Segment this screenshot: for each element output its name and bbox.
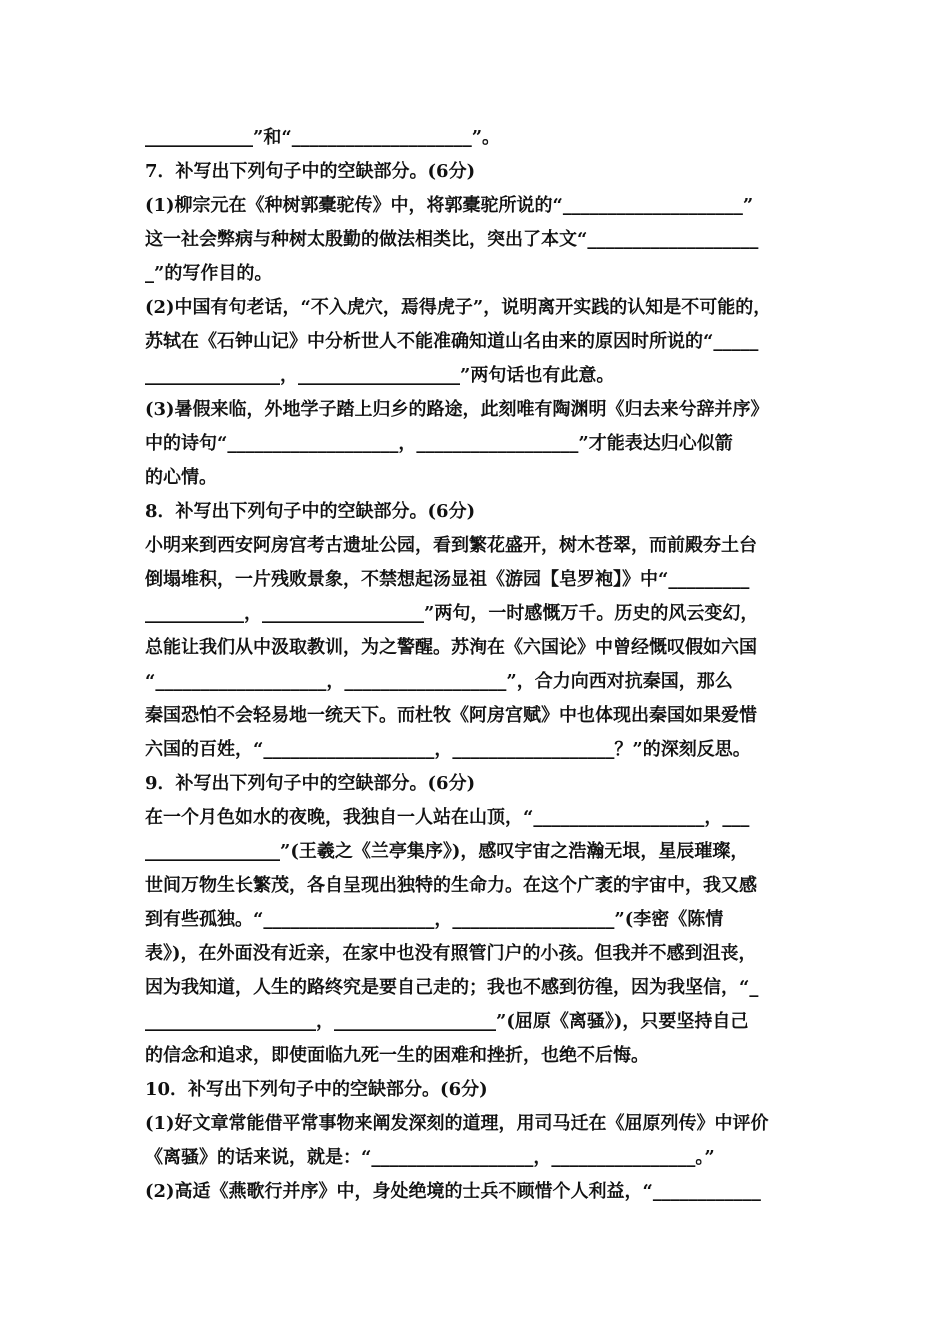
text-line: ____________”和“____________________”。 (145, 127, 501, 148)
text-line: 六国的百姓，“___________________，__________________？”的深刻反思。 (145, 739, 751, 760)
question-7-heading: 7．补写出下列句子中的空缺部分。(6分) (145, 161, 476, 182)
text-line: 中的诗句“___________________，__________________”才能表达归心似箭 (145, 433, 733, 454)
text-line: “___________________，__________________”，合力向西对抗秦国，那么 (145, 671, 733, 692)
text-line: 的信念和追求，即使面临九死一生的困难和挫折，也绝不后悔。 (145, 1045, 649, 1066)
text-line: 倒塌堆积，一片残败景象，不禁想起汤显祖《游园【皂罗袍】》中“_________ (145, 569, 750, 590)
text-line: 的心情。 (145, 467, 217, 488)
text-line: 世间万物生长繁茂，各自呈现出独特的生命力。在这个广袤的宇宙中，我又感 (145, 875, 757, 896)
text-line: 《离骚》的话来说，就是：“__________________，________________。” (145, 1147, 715, 1168)
text-line: 因为我知道，人生的路终究是要自己走的；我也不感到彷徨，因为我坚信，“_ (145, 977, 759, 998)
text-line: (1)好文章常能借平常事物来阐发深刻的道理，用司马迁在《屈原列传》中评价 (145, 1113, 769, 1134)
text-line: (3)暑假来临，外地学子踏上归乡的路途，此刻唯有陶渊明《归去来兮辞并序》 (145, 399, 769, 420)
text-line: 秦国恐怕不会轻易地一统天下。而杜牧《阿房宫赋》中也体现出秦国如果爱惜 (145, 705, 757, 726)
text-line: ___________________，__________________”(屈原《离骚》)，只要坚持自己 (145, 1011, 749, 1032)
text-line: (1)柳宗元在《种树郭橐驼传》中，将郭橐驼所说的“____________________” (145, 195, 754, 216)
text-line: 苏轼在《石钟山记》中分析世人不能准确知道山名由来的原因时所说的“_____ (145, 331, 759, 352)
question-8-heading: 8．补写出下列句子中的空缺部分。(6分) (145, 501, 476, 522)
text-line: _______________”(王羲之《兰亭集序》)，感叹宇宙之浩瀚无垠，星辰璀璨， (145, 841, 749, 862)
text-line: (2)中国有句老话，“不入虎穴，焉得虎子”，说明离开实践的认知是不可能的， (145, 297, 772, 318)
question-9-heading: 9．补写出下列句子中的空缺部分。(6分) (145, 773, 476, 794)
text-line: (2)高适《燕歌行并序》中，身处绝境的士兵不顾惜个人利益，“____________ (145, 1181, 761, 1202)
text-line: _”的写作目的。 (145, 263, 273, 284)
question-10-heading: 10．补写出下列句子中的空缺部分。(6分) (145, 1079, 488, 1100)
text-line: 在一个月色如水的夜晚，我独自一人站在山顶，“___________________，___ (145, 807, 750, 828)
text-line: 表》)，在外面没有近亲，在家中也没有照管门户的小孩。但我并不感到沮丧， (145, 943, 757, 964)
text-line: ___________，__________________”两句，一时感慨万千。历史的风云变幻， (145, 603, 759, 624)
text-line: _______________，__________________”两句话也有此意。 (145, 365, 615, 386)
text-line: 这一社会弊病与种树太殷勤的做法相类比，突出了本文“___________________ (145, 229, 759, 250)
text-line: 总能让我们从中汲取教训，为之警醒。苏洵在《六国论》中曾经慨叹假如六国 (145, 637, 757, 658)
text-line: 小明来到西安阿房宫考古遗址公园，看到繁花盛开，树木苍翠，而前殿夯土台 (145, 535, 757, 556)
text-line: 到有些孤独。“___________________，__________________”(李密《陈情 (145, 909, 724, 930)
